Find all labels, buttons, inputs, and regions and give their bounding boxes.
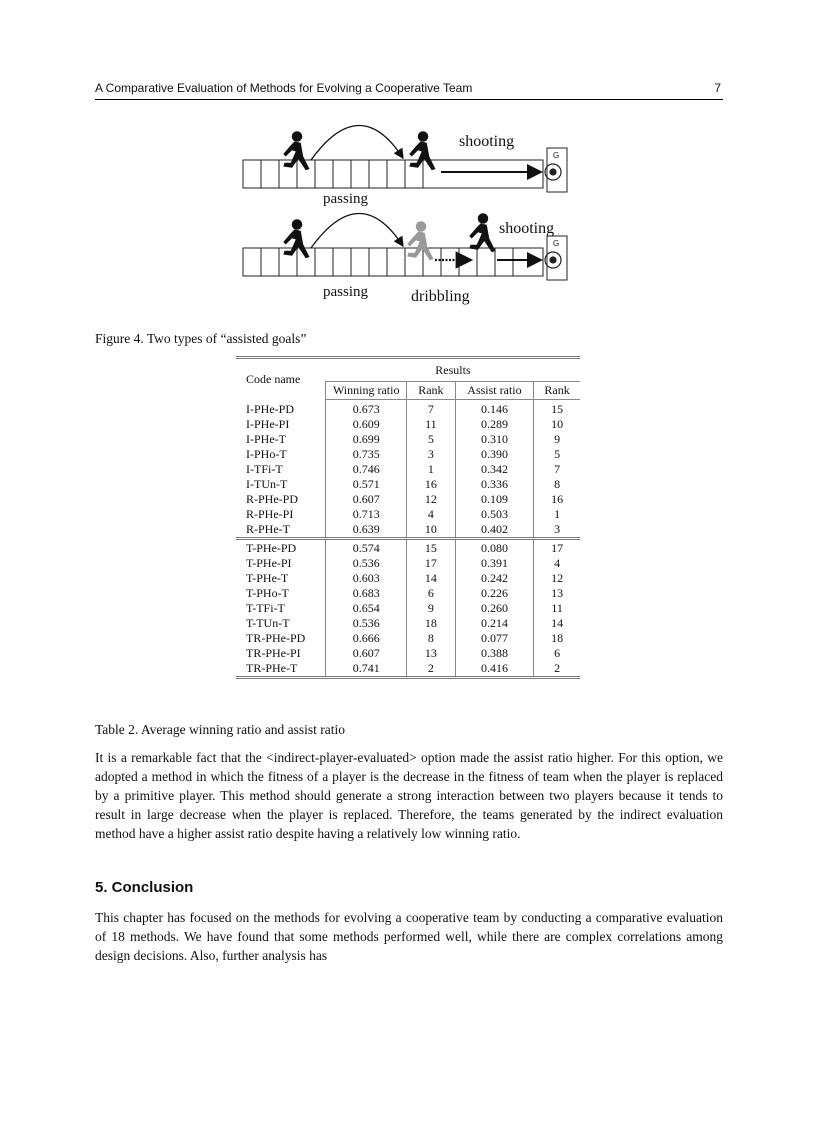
runner-shooter-top-icon [409, 131, 435, 170]
rank-assist-cell: 14 [534, 616, 580, 631]
rank-assist-cell: 2 [534, 661, 580, 678]
winning-ratio-cell: 0.713 [326, 507, 407, 522]
table-row [236, 556, 580, 571]
table-row [236, 661, 580, 678]
figure-caption: Figure 4. Two types of “assisted goals” [95, 331, 307, 346]
runner-passer-top-icon [283, 131, 309, 170]
pass-arc-top [311, 125, 403, 160]
code-name-cell: T-TUn-T [246, 616, 290, 630]
rank-assist-cell: 6 [534, 646, 580, 661]
table-row [236, 539, 580, 557]
table-row [236, 586, 580, 601]
table-row [236, 646, 580, 661]
code-name-cell: R-PHe-PD [246, 492, 299, 506]
winning-ratio-cell: 0.666 [326, 631, 407, 646]
rank-assist-cell: 10 [534, 417, 580, 432]
assist-ratio-cell: 0.260 [455, 601, 533, 616]
code-name-cell: T-TFi-T [246, 601, 285, 615]
table-row [236, 616, 580, 631]
code-name-cell: TR-PHe-PI [246, 646, 301, 660]
rank-win-cell: 15 [406, 539, 455, 557]
table-row [236, 462, 580, 477]
winning-ratio-cell: 0.607 [326, 646, 407, 661]
winning-ratio-cell: 0.609 [326, 417, 407, 432]
winning-ratio-cell: 0.536 [326, 556, 407, 571]
rank-assist-cell: 7 [534, 462, 580, 477]
assist-ratio-cell: 0.503 [455, 507, 533, 522]
body-paragraph-1: It is a remarkable fact that the <indirect-player-evaluated> option made the assist ratio higher. For this option, we adopted a method in which the fitness of a player is the decrease in the fitness of team when the player is replaced by a primitive player. This method should generate a strong interaction between two players because it tends to result in large decrease when the player is replaced. Therefore, the teams generated by the indirect evaluation method have a higher assist ratio despite having a relatively low winning ratio. [95, 750, 723, 841]
rank-assist-cell: 1 [534, 507, 580, 522]
running-header [95, 81, 723, 100]
assist-ratio-cell: 0.214 [455, 616, 533, 631]
figure-drawing [235, 112, 595, 312]
assist-ratio-cell: 0.388 [455, 646, 533, 661]
assist-ratio-cell: 0.226 [455, 586, 533, 601]
table-row [236, 447, 580, 462]
rank-assist-cell: 13 [534, 586, 580, 601]
table-caption: Table 2. Average winning ratio and assist ratio [95, 722, 345, 737]
table-row [236, 571, 580, 586]
winning-ratio-cell: 0.699 [326, 432, 407, 447]
winning-ratio-cell: 0.571 [326, 477, 407, 492]
rank-win-cell: 1 [406, 462, 455, 477]
code-name-cell: I-PHe-PI [246, 417, 290, 431]
label-passing-top: passing [323, 191, 368, 207]
rank-assist-cell: 9 [534, 432, 580, 447]
code-name-cell: I-PHe-T [246, 432, 286, 446]
assist-ratio-cell: 0.109 [455, 492, 533, 507]
table-group-1 [236, 400, 580, 539]
rank-win-cell: 9 [406, 601, 455, 616]
rank-win-cell: 3 [406, 447, 455, 462]
rank-assist-cell: 18 [534, 631, 580, 646]
rank-assist-cell: 3 [534, 522, 580, 539]
code-name-cell: R-PHe-T [246, 522, 290, 536]
running-title: A Comparative Evaluation of Methods for Evolving a Cooperative Team [95, 81, 473, 95]
label-shooting-top: shooting [459, 133, 515, 150]
assist-ratio-cell: 0.242 [455, 571, 533, 586]
label-dribbling: dribbling [411, 288, 470, 305]
rank-assist-cell: 17 [534, 539, 580, 557]
assist-ratio-cell: 0.342 [455, 462, 533, 477]
rank-win-cell: 17 [406, 556, 455, 571]
section-heading-conclusion: 5. Conclusion [95, 879, 194, 896]
code-name-cell: T-PHe-PI [246, 556, 292, 570]
header-results: Results [435, 362, 471, 377]
table-row [236, 492, 580, 507]
rank-assist-cell: 16 [534, 492, 580, 507]
code-name-cell: I-PHo-T [246, 447, 287, 461]
rank-win-cell: 7 [406, 400, 455, 418]
winning-ratio-cell: 0.746 [326, 462, 407, 477]
code-name-cell: T-PHe-PD [246, 541, 297, 555]
code-name-cell: R-PHe-PI [246, 507, 294, 521]
pass-arc-bottom [311, 213, 403, 248]
rank-assist-cell: 5 [534, 447, 580, 462]
table-row [236, 507, 580, 522]
code-name-cell: I-TFi-T [246, 462, 283, 476]
assist-ratio-cell: 0.391 [455, 556, 533, 571]
table-row [236, 522, 580, 539]
table-group-2 [236, 539, 580, 678]
assist-ratio-cell: 0.416 [455, 661, 533, 678]
page-number: 7 [714, 81, 721, 95]
winning-ratio-cell: 0.735 [326, 447, 407, 462]
winning-ratio-cell: 0.607 [326, 492, 407, 507]
rank-win-cell: 18 [406, 616, 455, 631]
assist-ratio-cell: 0.077 [455, 631, 533, 646]
rank-assist-cell: 15 [534, 400, 580, 418]
table-row [236, 417, 580, 432]
code-name-cell: T-PHe-T [246, 571, 289, 585]
rank-win-cell: 14 [406, 571, 455, 586]
winning-ratio-cell: 0.639 [326, 522, 407, 539]
code-name-cell: TR-PHe-PD [246, 631, 306, 645]
winning-ratio-cell: 0.654 [326, 601, 407, 616]
winning-ratio-cell: 0.673 [326, 400, 407, 418]
header-rank-assist: Rank [534, 382, 580, 400]
rank-win-cell: 8 [406, 631, 455, 646]
figure-assisted-goals [235, 112, 595, 312]
goal-letter-bottom: G [553, 239, 560, 248]
assist-ratio-cell: 0.310 [455, 432, 533, 447]
winning-ratio-cell: 0.574 [326, 539, 407, 557]
code-name-cell: I-PHe-PD [246, 401, 294, 416]
winning-ratio-cell: 0.603 [326, 571, 407, 586]
header-winning-ratio: Winning ratio [326, 382, 407, 400]
code-name-cell: I-TUn-T [246, 477, 288, 491]
table-row [236, 477, 580, 492]
label-shooting-bottom: shooting [499, 220, 555, 237]
winning-ratio-cell: 0.536 [326, 616, 407, 631]
rank-win-cell: 4 [406, 507, 455, 522]
rank-win-cell: 2 [406, 661, 455, 678]
rank-assist-cell: 4 [534, 556, 580, 571]
table-row [236, 400, 580, 418]
assist-ratio-cell: 0.390 [455, 447, 533, 462]
results-table-container [236, 356, 580, 679]
runner-shooter-bottom-icon [469, 213, 495, 252]
rank-win-cell: 11 [406, 417, 455, 432]
code-name-cell: T-PHo-T [246, 586, 289, 600]
rank-win-cell: 13 [406, 646, 455, 661]
assist-ratio-cell: 0.336 [455, 477, 533, 492]
runner-passer-bottom-icon [283, 219, 309, 258]
header-rank-win: Rank [406, 382, 455, 400]
table-row [236, 631, 580, 646]
results-table [236, 356, 580, 679]
code-name-cell: TR-PHe-T [246, 661, 298, 675]
rank-win-cell: 16 [406, 477, 455, 492]
rank-assist-cell: 11 [534, 601, 580, 616]
winning-ratio-cell: 0.741 [326, 661, 407, 678]
rank-assist-cell: 12 [534, 571, 580, 586]
header-code-name: Code name [246, 371, 301, 386]
table-row [236, 432, 580, 447]
header-assist-ratio: Assist ratio [455, 382, 533, 400]
winning-ratio-cell: 0.683 [326, 586, 407, 601]
rank-win-cell: 12 [406, 492, 455, 507]
table-row [236, 601, 580, 616]
label-passing-bottom: passing [323, 284, 368, 300]
rank-win-cell: 5 [406, 432, 455, 447]
assist-ratio-cell: 0.080 [455, 539, 533, 557]
rank-assist-cell: 8 [534, 477, 580, 492]
assist-ratio-cell: 0.146 [455, 400, 533, 418]
rank-win-cell: 6 [406, 586, 455, 601]
assist-ratio-cell: 0.402 [455, 522, 533, 539]
body-paragraph-2: This chapter has focused on the methods for evolving a cooperative team by conducting a comparative evaluation of 18 methods. We have found that some methods performed well, while there are complex correlations among design decisions. Also, further analysis has [95, 910, 723, 963]
rank-win-cell: 10 [406, 522, 455, 539]
goal-letter-top: G [553, 151, 560, 160]
assist-ratio-cell: 0.289 [455, 417, 533, 432]
runner-dribbler-icon [407, 221, 433, 260]
